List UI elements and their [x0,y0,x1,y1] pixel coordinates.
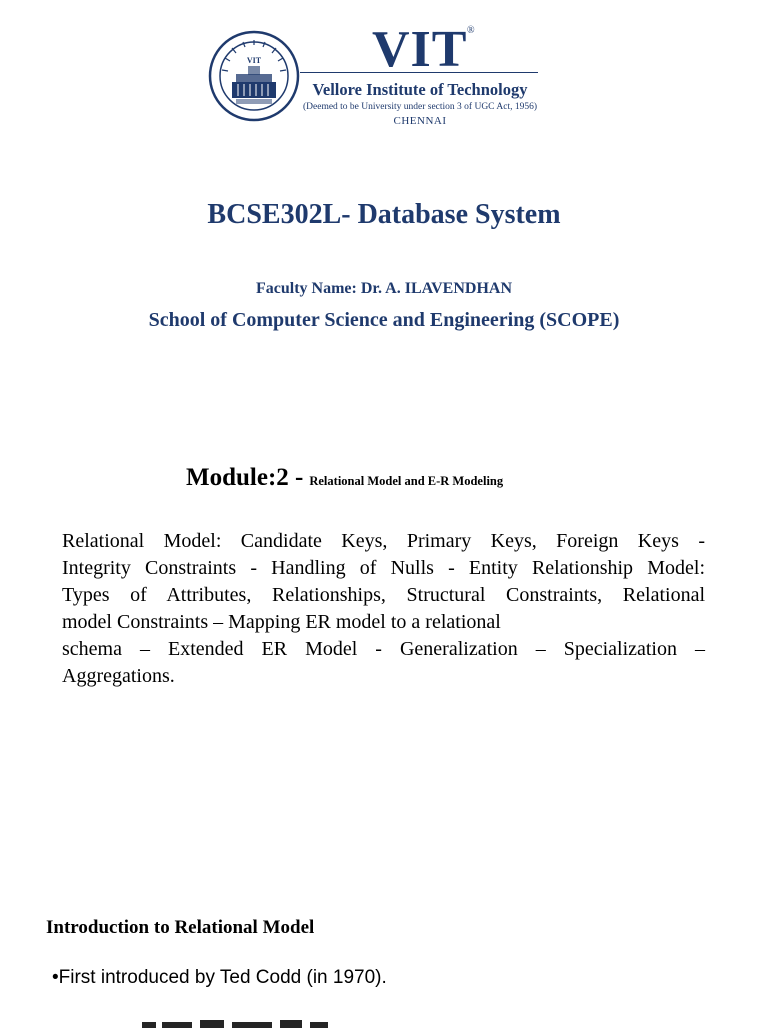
school-name: School of Computer Science and Engineering (SCOPE) [148,309,620,331]
institution-name: Vellore Institute of Technology [312,80,528,99]
faculty-name: Faculty Name: Dr. A. ILAVENDHAN [256,280,512,297]
syllabus-line: Integrity Constraints - Handling of Nulls - Entity Relationship Model: [62,557,705,579]
syllabus-line: model Constraints – Mapping ER model to a relational [62,611,501,633]
module-heading [186,464,503,492]
registered-mark: ® [467,25,475,36]
vit-seal-icon [208,30,300,122]
module-syllabus [62,528,705,690]
bullet-item: •First introduced by Ted Codd (in 1970). [52,967,387,988]
seal-label: VIT [246,56,262,65]
vit-wordmark: VIT [372,21,468,78]
syllabus-line: schema – Extended ER Model - Generalization – Specialization – [62,638,705,660]
section-heading: Introduction to Relational Model [46,917,315,938]
deemed-university-note: (Deemed to be University under section 3 of UGC Act, 1956) [302,102,538,112]
syllabus-line: Relational Model: Candidate Keys, Primary Keys, Foreign Keys - [62,530,705,552]
campus-city: CHENNAI [393,115,447,127]
cropped-text-fragment [140,1018,360,1032]
vit-logo [208,21,548,127]
syllabus-line: Types of Attributes, Relationships, Structural Constraints, Relational [62,584,705,606]
module-number: Module:2 - [186,464,304,491]
course-title: BCSE302L- Database System [207,199,561,230]
syllabus-line: Aggregations. [62,665,175,687]
module-subtitle: Relational Model and E-R Modeling [309,474,504,488]
logo-divider [300,72,538,73]
